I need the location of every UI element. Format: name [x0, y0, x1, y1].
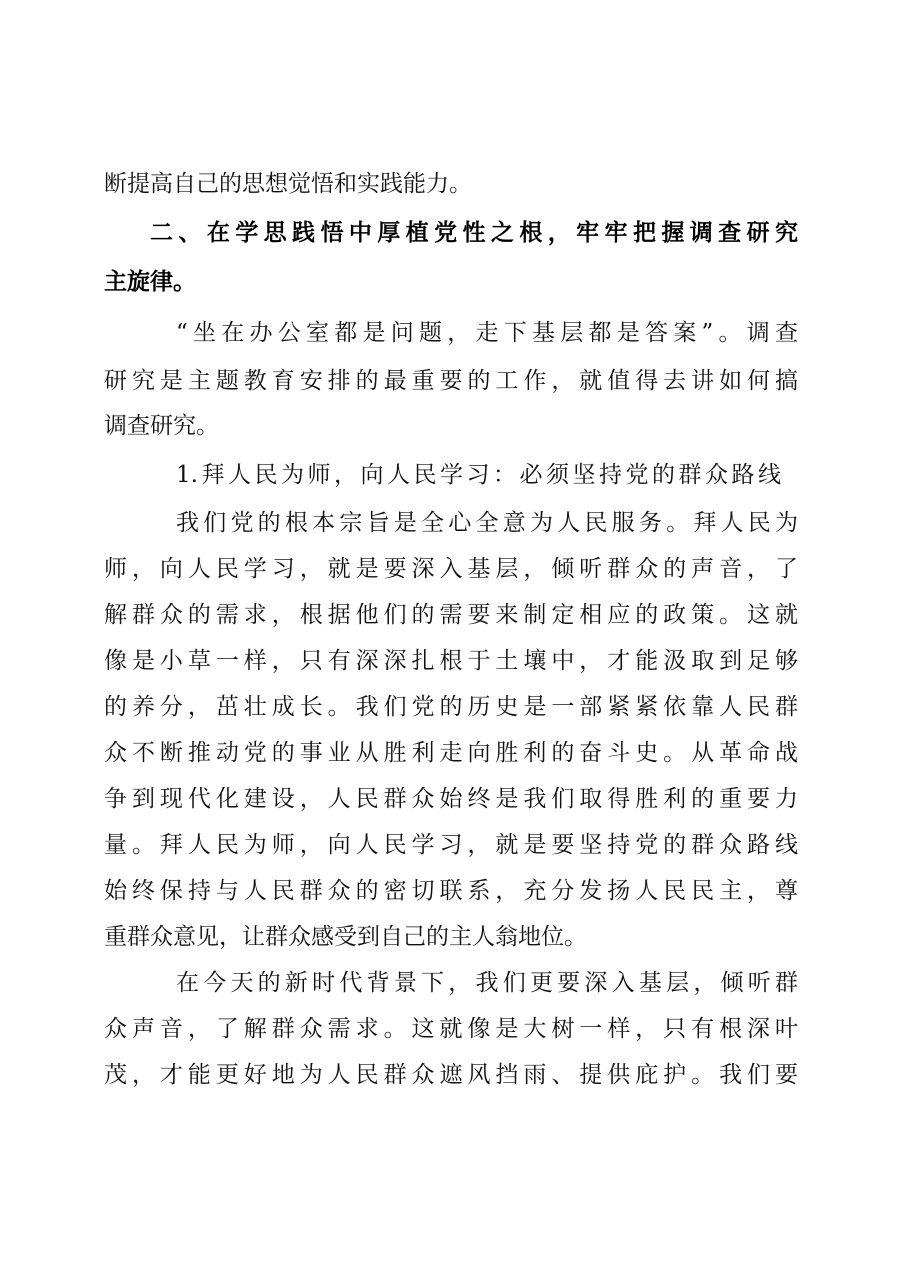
- paragraph-line: 我们党的根本宗旨是全心全意为人民服务。拜人民为: [176, 510, 798, 536]
- paragraph-line: 众不断推动党的事业从胜利走向胜利的奋斗史。从革命战: [104, 740, 798, 766]
- paragraph-line: 调查研究。: [104, 413, 219, 439]
- paragraph-line: 众声音，了解群众需求。这就像是大树一样，只有根深叶: [104, 1016, 798, 1042]
- subsection-heading: 1.拜人民为师，向人民学习：必须坚持党的群众路线: [176, 462, 781, 488]
- paragraph-line: 在今天的新时代背景下，我们更要深入基层，倾听群: [176, 970, 798, 996]
- paragraph-line: 量。拜人民为师，向人民学习，就是要坚持党的群众路线: [104, 832, 798, 858]
- paragraph-line: 研究是主题教育安排的最重要的工作，就值得去讲如何搞: [104, 368, 798, 394]
- paragraph-line: 师，向人民学习，就是要深入基层，倾听群众的声音，了: [104, 556, 798, 582]
- paragraph-line: 重群众意见，让群众感受到自己的主人翁地位。: [104, 924, 587, 950]
- paragraph-line: 解群众的需求，根据他们的需要来制定相应的政策。这就: [104, 602, 798, 628]
- paragraph-line: 的养分，茁壮成长。我们党的历史是一部紧紧依靠人民群: [104, 694, 798, 720]
- paragraph-line: 始终保持与人民群众的密切联系，充分发扬人民民主，尊: [104, 878, 798, 904]
- paragraph-line: 断提高自己的思想觉悟和实践能力。: [104, 171, 472, 197]
- paragraph-line: “坐在办公室都是问题，走下基层都是答案”。调查: [176, 320, 798, 346]
- paragraph-line: 争到现代化建设，人民群众始终是我们取得胜利的重要力: [104, 786, 798, 812]
- paragraph-line: 茂，才能更好地为人民群众遮风挡雨、提供庇护。我们要: [104, 1062, 798, 1088]
- section-heading-continued: 主旋律。: [104, 269, 196, 295]
- paragraph-line: 像是小草一样，只有深深扎根于土壤中，才能汲取到足够: [104, 648, 798, 674]
- section-heading: 二、在学思践悟中厚植党性之根，牢牢把握调查研究: [150, 220, 798, 246]
